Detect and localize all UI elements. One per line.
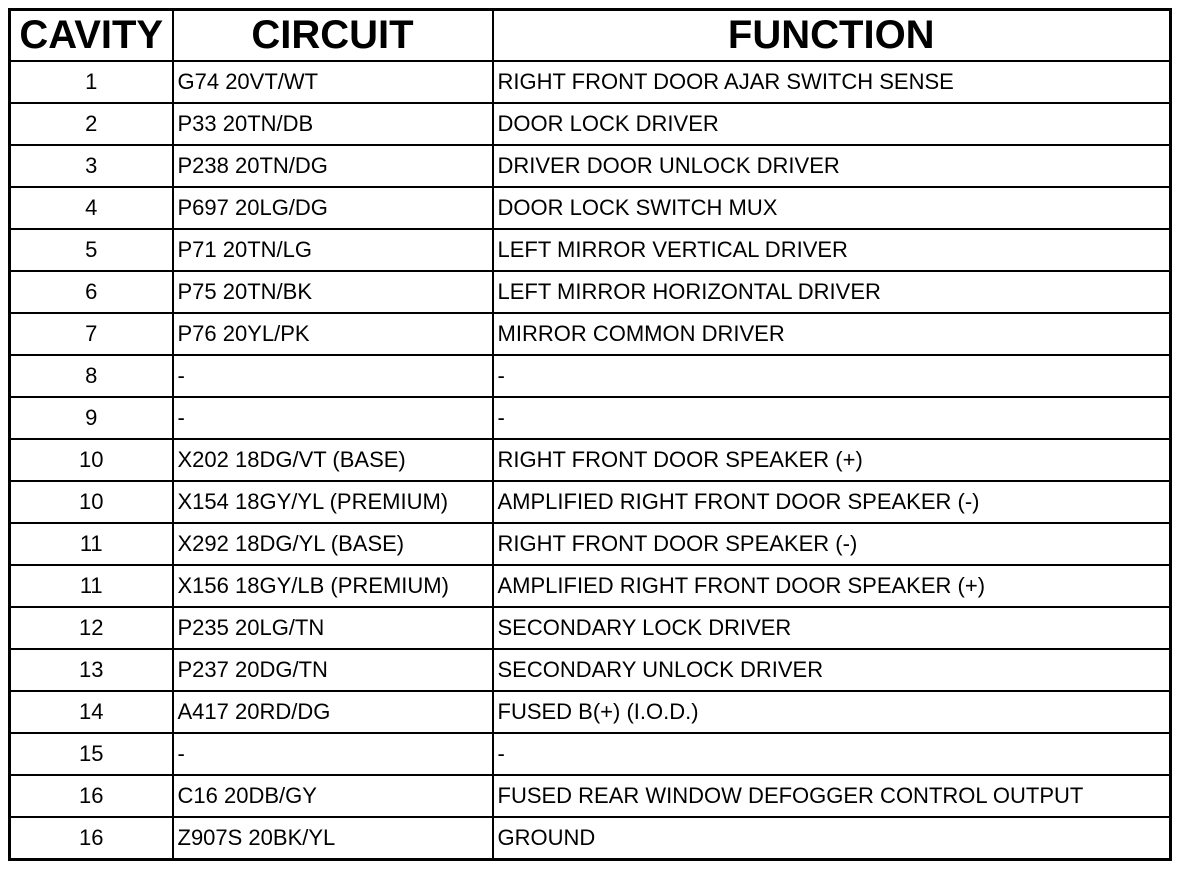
table-row	[10, 313, 1171, 355]
function-cell: LEFT MIRROR VERTICAL DRIVER	[493, 229, 1171, 271]
table-row	[10, 187, 1171, 229]
function-cell: AMPLIFIED RIGHT FRONT DOOR SPEAKER (+)	[493, 565, 1171, 607]
circuit-cell: A417 20RD/DG	[173, 691, 493, 733]
table-row	[10, 355, 1171, 397]
function-cell: -	[493, 397, 1171, 439]
circuit-cell: P76 20YL/PK	[173, 313, 493, 355]
cavity-cell: 12	[10, 607, 173, 649]
function-cell: DRIVER DOOR UNLOCK DRIVER	[493, 145, 1171, 187]
table-row	[10, 481, 1171, 523]
table-row	[10, 397, 1171, 439]
cavity-cell: 2	[10, 103, 173, 145]
cavity-cell: 15	[10, 733, 173, 775]
circuit-cell: C16 20DB/GY	[173, 775, 493, 817]
connector-pinout-table	[8, 8, 1172, 861]
function-cell: SECONDARY LOCK DRIVER	[493, 607, 1171, 649]
cavity-cell: 6	[10, 271, 173, 313]
table-row	[10, 229, 1171, 271]
circuit-cell: P33 20TN/DB	[173, 103, 493, 145]
circuit-cell: P238 20TN/DG	[173, 145, 493, 187]
function-cell: GROUND	[493, 817, 1171, 860]
circuit-cell: -	[173, 733, 493, 775]
function-cell: RIGHT FRONT DOOR SPEAKER (+)	[493, 439, 1171, 481]
circuit-cell: P237 20DG/TN	[173, 649, 493, 691]
function-cell: DOOR LOCK SWITCH MUX	[493, 187, 1171, 229]
cavity-cell: 10	[10, 439, 173, 481]
circuit-cell: X292 18DG/YL (BASE)	[173, 523, 493, 565]
header-circuit: CIRCUIT	[173, 10, 493, 62]
cavity-cell: 11	[10, 565, 173, 607]
table-row	[10, 691, 1171, 733]
function-cell: -	[493, 733, 1171, 775]
circuit-cell: X156 18GY/LB (PREMIUM)	[173, 565, 493, 607]
function-cell: FUSED REAR WINDOW DEFOGGER CONTROL OUTPUT	[493, 775, 1171, 817]
cavity-cell: 4	[10, 187, 173, 229]
function-cell: LEFT MIRROR HORIZONTAL DRIVER	[493, 271, 1171, 313]
circuit-cell: P75 20TN/BK	[173, 271, 493, 313]
header-row	[10, 10, 1171, 62]
table-row	[10, 103, 1171, 145]
cavity-cell: 14	[10, 691, 173, 733]
circuit-cell: P71 20TN/LG	[173, 229, 493, 271]
cavity-cell: 10	[10, 481, 173, 523]
cavity-cell: 7	[10, 313, 173, 355]
circuit-cell: P235 20LG/TN	[173, 607, 493, 649]
function-cell: -	[493, 355, 1171, 397]
circuit-cell: -	[173, 397, 493, 439]
cavity-cell: 9	[10, 397, 173, 439]
cavity-cell: 5	[10, 229, 173, 271]
circuit-cell: -	[173, 355, 493, 397]
table-row	[10, 523, 1171, 565]
table-row	[10, 439, 1171, 481]
function-cell: FUSED B(+) (I.O.D.)	[493, 691, 1171, 733]
circuit-cell: G74 20VT/WT	[173, 61, 493, 103]
circuit-cell: X202 18DG/VT (BASE)	[173, 439, 493, 481]
table-row	[10, 817, 1171, 860]
function-cell: AMPLIFIED RIGHT FRONT DOOR SPEAKER (-)	[493, 481, 1171, 523]
table-row	[10, 565, 1171, 607]
cavity-cell: 3	[10, 145, 173, 187]
circuit-cell: X154 18GY/YL (PREMIUM)	[173, 481, 493, 523]
cavity-cell: 16	[10, 817, 173, 860]
cavity-cell: 8	[10, 355, 173, 397]
function-cell: RIGHT FRONT DOOR SPEAKER (-)	[493, 523, 1171, 565]
header-cavity: CAVITY	[10, 10, 173, 62]
table-row	[10, 775, 1171, 817]
table-row	[10, 607, 1171, 649]
cavity-cell: 11	[10, 523, 173, 565]
table-row	[10, 733, 1171, 775]
table-row	[10, 271, 1171, 313]
table-row	[10, 61, 1171, 103]
circuit-cell: P697 20LG/DG	[173, 187, 493, 229]
function-cell: MIRROR COMMON DRIVER	[493, 313, 1171, 355]
function-cell: RIGHT FRONT DOOR AJAR SWITCH SENSE	[493, 61, 1171, 103]
header-function: FUNCTION	[493, 10, 1171, 62]
cavity-cell: 13	[10, 649, 173, 691]
table-row	[10, 649, 1171, 691]
circuit-cell: Z907S 20BK/YL	[173, 817, 493, 860]
table-row	[10, 145, 1171, 187]
cavity-cell: 16	[10, 775, 173, 817]
cavity-cell: 1	[10, 61, 173, 103]
function-cell: DOOR LOCK DRIVER	[493, 103, 1171, 145]
function-cell: SECONDARY UNLOCK DRIVER	[493, 649, 1171, 691]
